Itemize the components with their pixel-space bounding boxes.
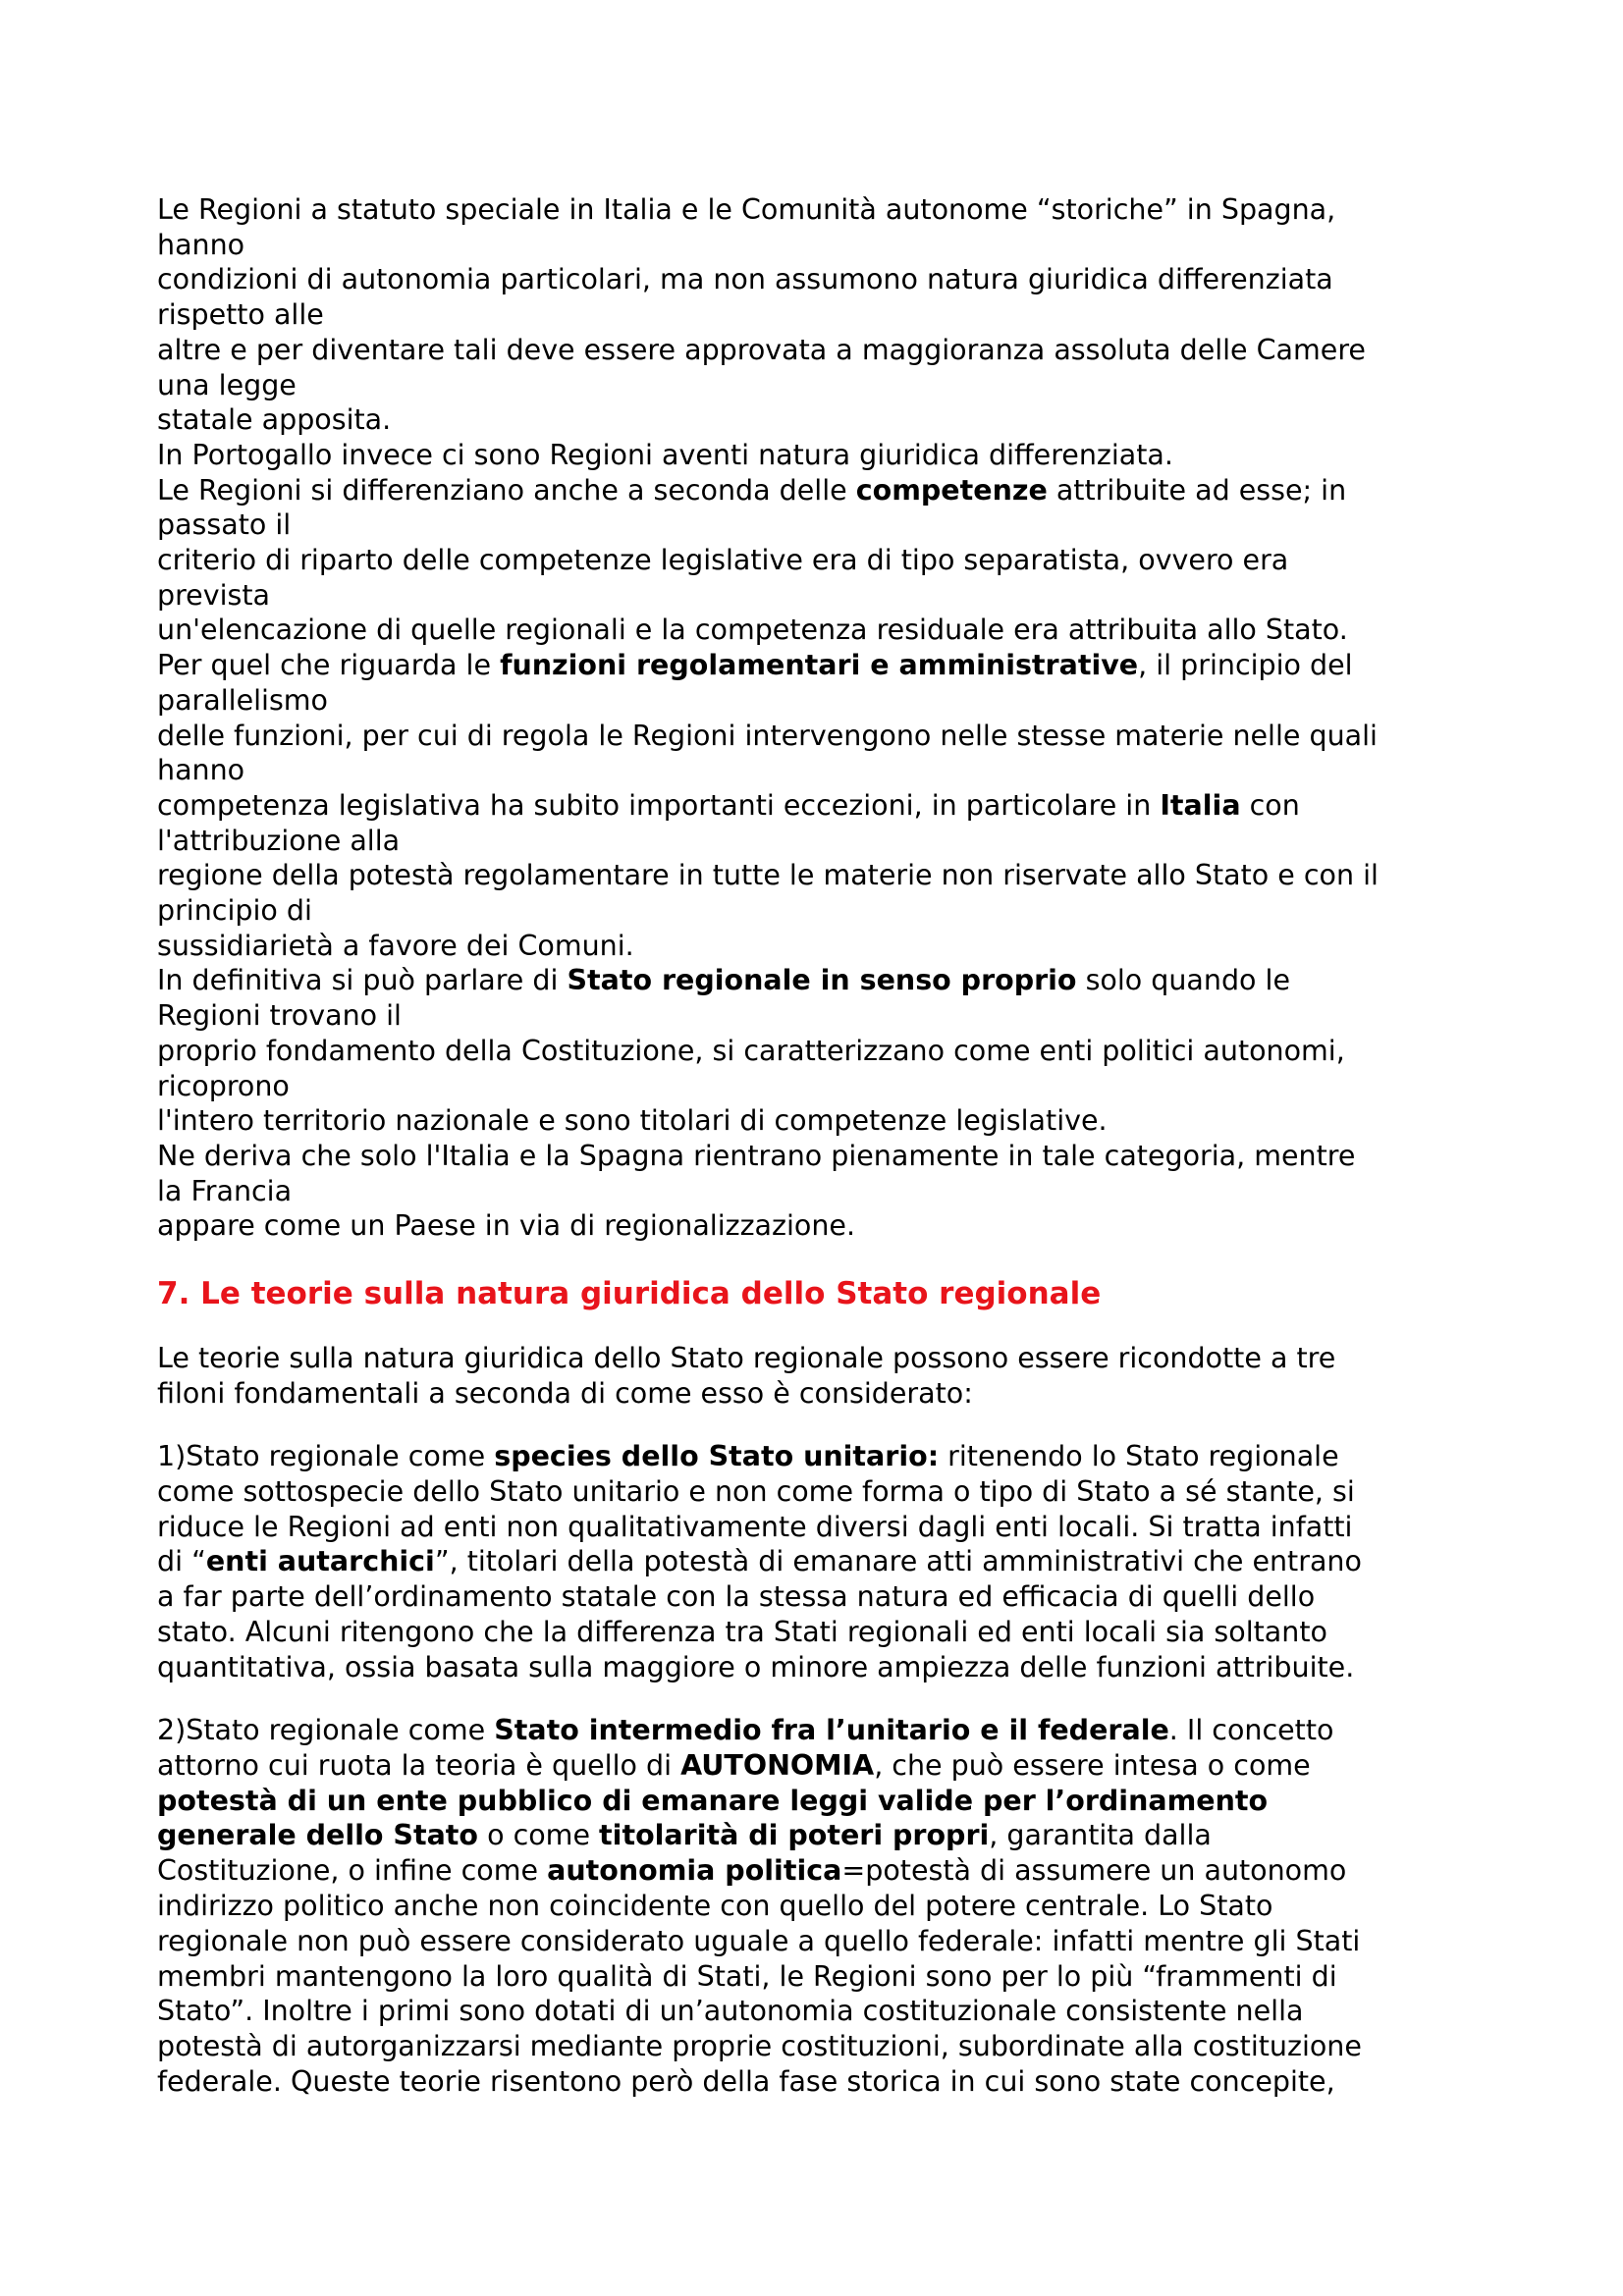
theory-2-paragraph [157,1713,1492,2100]
text-line: statale apposita. [157,403,392,437]
text-line: 2)Stato regionale come Stato intermedio fra l’unitario e il federale. Il concetto [157,1714,1334,1746]
text-line: potestà di autorganizzarsi mediante proprie costituzioni, subordinate alla costituzione [157,2030,1362,2063]
text-line: proprio fondamento della Costituzione, si caratterizzano come enti politici autonomi, [157,1034,1345,1067]
text-line: membri mantengono la loro qualità di Stati, le Regioni sono per lo più “frammenti di [157,1959,1337,1993]
text-line: regione della potestà regolamentare in tutte le materie non riservate allo Stato e con il [157,859,1379,892]
bold-term: Stato regionale in senso proprio [567,964,1077,997]
text-line: passato il [157,508,292,542]
bold-term: generale dello Stato [157,1819,479,1852]
theory-1-paragraph [157,1439,1492,1685]
text-line: principio di [157,894,312,928]
text-line: Regioni trovano il [157,999,402,1033]
text-line: prevista [157,578,270,612]
bold-term: AUTONOMIA [680,1748,875,1782]
text-line: rispetto alle [157,298,324,332]
text-line: attorno cui ruota la teoria è quello di AUTONOMIA, che può essere intesa o come [157,1748,1311,1782]
text-line: In definitiva si può parlare di Stato regionale in senso proprio solo quando le [157,964,1290,997]
text-line [157,1784,1492,1819]
text-line: regionale non può essere considerato uguale a quello federale: infatti mentre gli Stati [157,1924,1361,1957]
section-heading: 7. Le teorie sulla natura giuridica dello Stato regionale [157,1276,1102,1311]
regions-text-block [157,192,1492,1244]
text-line: la Francia [157,1174,293,1207]
text-line: sussidiarietà a favore dei Comuni. [157,929,634,962]
text-line: Le Regioni si differenziano anche a seconda delle competenze attribuite ad esse; in [157,473,1347,507]
text-line: filoni fondamentali a seconda di come esso è considerato: [157,1376,973,1410]
bold-term: species dello Stato unitario: [494,1440,940,1472]
bold-term: Italia [1160,788,1241,822]
bold-term: titolarità di poteri propri [599,1819,990,1852]
text-line: stato. Alcuni ritengono che la differenza tra Stati regionali ed enti locali sia soltanto [157,1615,1327,1648]
text-line: parallelismo [157,683,328,717]
bold-term: potestà di un ente pubblico di emanare leggi valide per l’ordinamento [157,1784,1269,1817]
text-line: quantitativa, ossia basata sulla maggiore o minore ampiezza delle funzioni attribuite. [157,1650,1355,1683]
text-line: 1)Stato regionale come species dello Stato unitario: ritenendo lo Stato regionale [157,1440,1339,1472]
text-line: l'intero territorio nazionale e sono titolari di competenze legislative. [157,1104,1108,1138]
bold-term: enti autarchici [205,1545,435,1578]
bold-term: competenze [855,473,1048,507]
text-line: un'elencazione di quelle regionali e la competenza residuale era attribuita allo Stato. [157,614,1348,647]
text-line: come sottospecie dello Stato unitario e non come forma o tipo di Stato a sé stante, si [157,1474,1355,1508]
bold-term: autonomia politica [547,1854,842,1888]
text-line: hanno [157,228,245,261]
text-line: Ne deriva che solo l'Italia e la Spagna rientrano pienamente in tale categoria, mentre [157,1139,1356,1172]
text-line: In Portogallo invece ci sono Regioni aventi natura giuridica differenziata. [157,438,1173,471]
text-line: altre e per diventare tali deve essere approvata a maggioranza assoluta delle Camere [157,333,1366,366]
text-line: condizioni di autonomia particolari, ma non assumono natura giuridica differenziata [157,263,1333,296]
text-line: di “enti autarchici”, titolari della potestà di emanare atti amministrativi che entrano [157,1545,1362,1578]
text-line: competenza legislativa ha subito importanti eccezioni, in particolare in Italia con [157,788,1300,822]
text-line: Costituzione, o infine come autonomia politica=potestà di assumere un autonomo [157,1854,1347,1888]
text-line: riduce le Regioni ad enti non qualitativamente diversi dagli enti locali. Si tratta infatti [157,1510,1353,1543]
text-line: Stato”. Inoltre i primi sono dotati di un’autonomia costituzionale consistente nella [157,1995,1304,2028]
text-line: l'attribuzione alla [157,824,401,857]
text-line: federale. Queste teorie risentono però della fase storica in cui sono state concepite, [157,2064,1335,2098]
text-line: a far parte dell’ordinamento statale con la stessa natura ed efficacia di quelli dello [157,1580,1316,1614]
text-line: Per quel che riguarda le funzioni regolamentari e amministrative, il principio del [157,649,1353,682]
text-line: appare come un Paese in via di regionalizzazione. [157,1209,855,1243]
text-line: indirizzo politico anche non coincidente con quello del potere centrale. Lo Stato [157,1889,1273,1922]
text-line: generale dello Stato o come titolarità di poteri propri, garantita dalla [157,1819,1212,1852]
text-line: Le Regioni a statuto speciale in Italia e le Comunità autonome “storiche” in Spagna, [157,193,1336,226]
text-line: ricoprono [157,1069,290,1102]
bold-term: Stato intermedio fra l’unitario e il federale [494,1714,1169,1746]
intro-paragraph [157,1341,1492,1412]
text-line: criterio di riparto delle competenze legislative era di tipo separatista, ovvero era [157,544,1289,577]
text-line: una legge [157,368,297,401]
text-line: hanno [157,754,245,787]
text-line: Le teorie sulla natura giuridica dello Stato regionale possono essere ricondotte a tre [157,1342,1336,1374]
bold-term: funzioni regolamentari e amministrative [500,649,1139,682]
text-line: delle funzioni, per cui di regola le Regioni intervengono nelle stesse materie nelle quali [157,719,1378,752]
